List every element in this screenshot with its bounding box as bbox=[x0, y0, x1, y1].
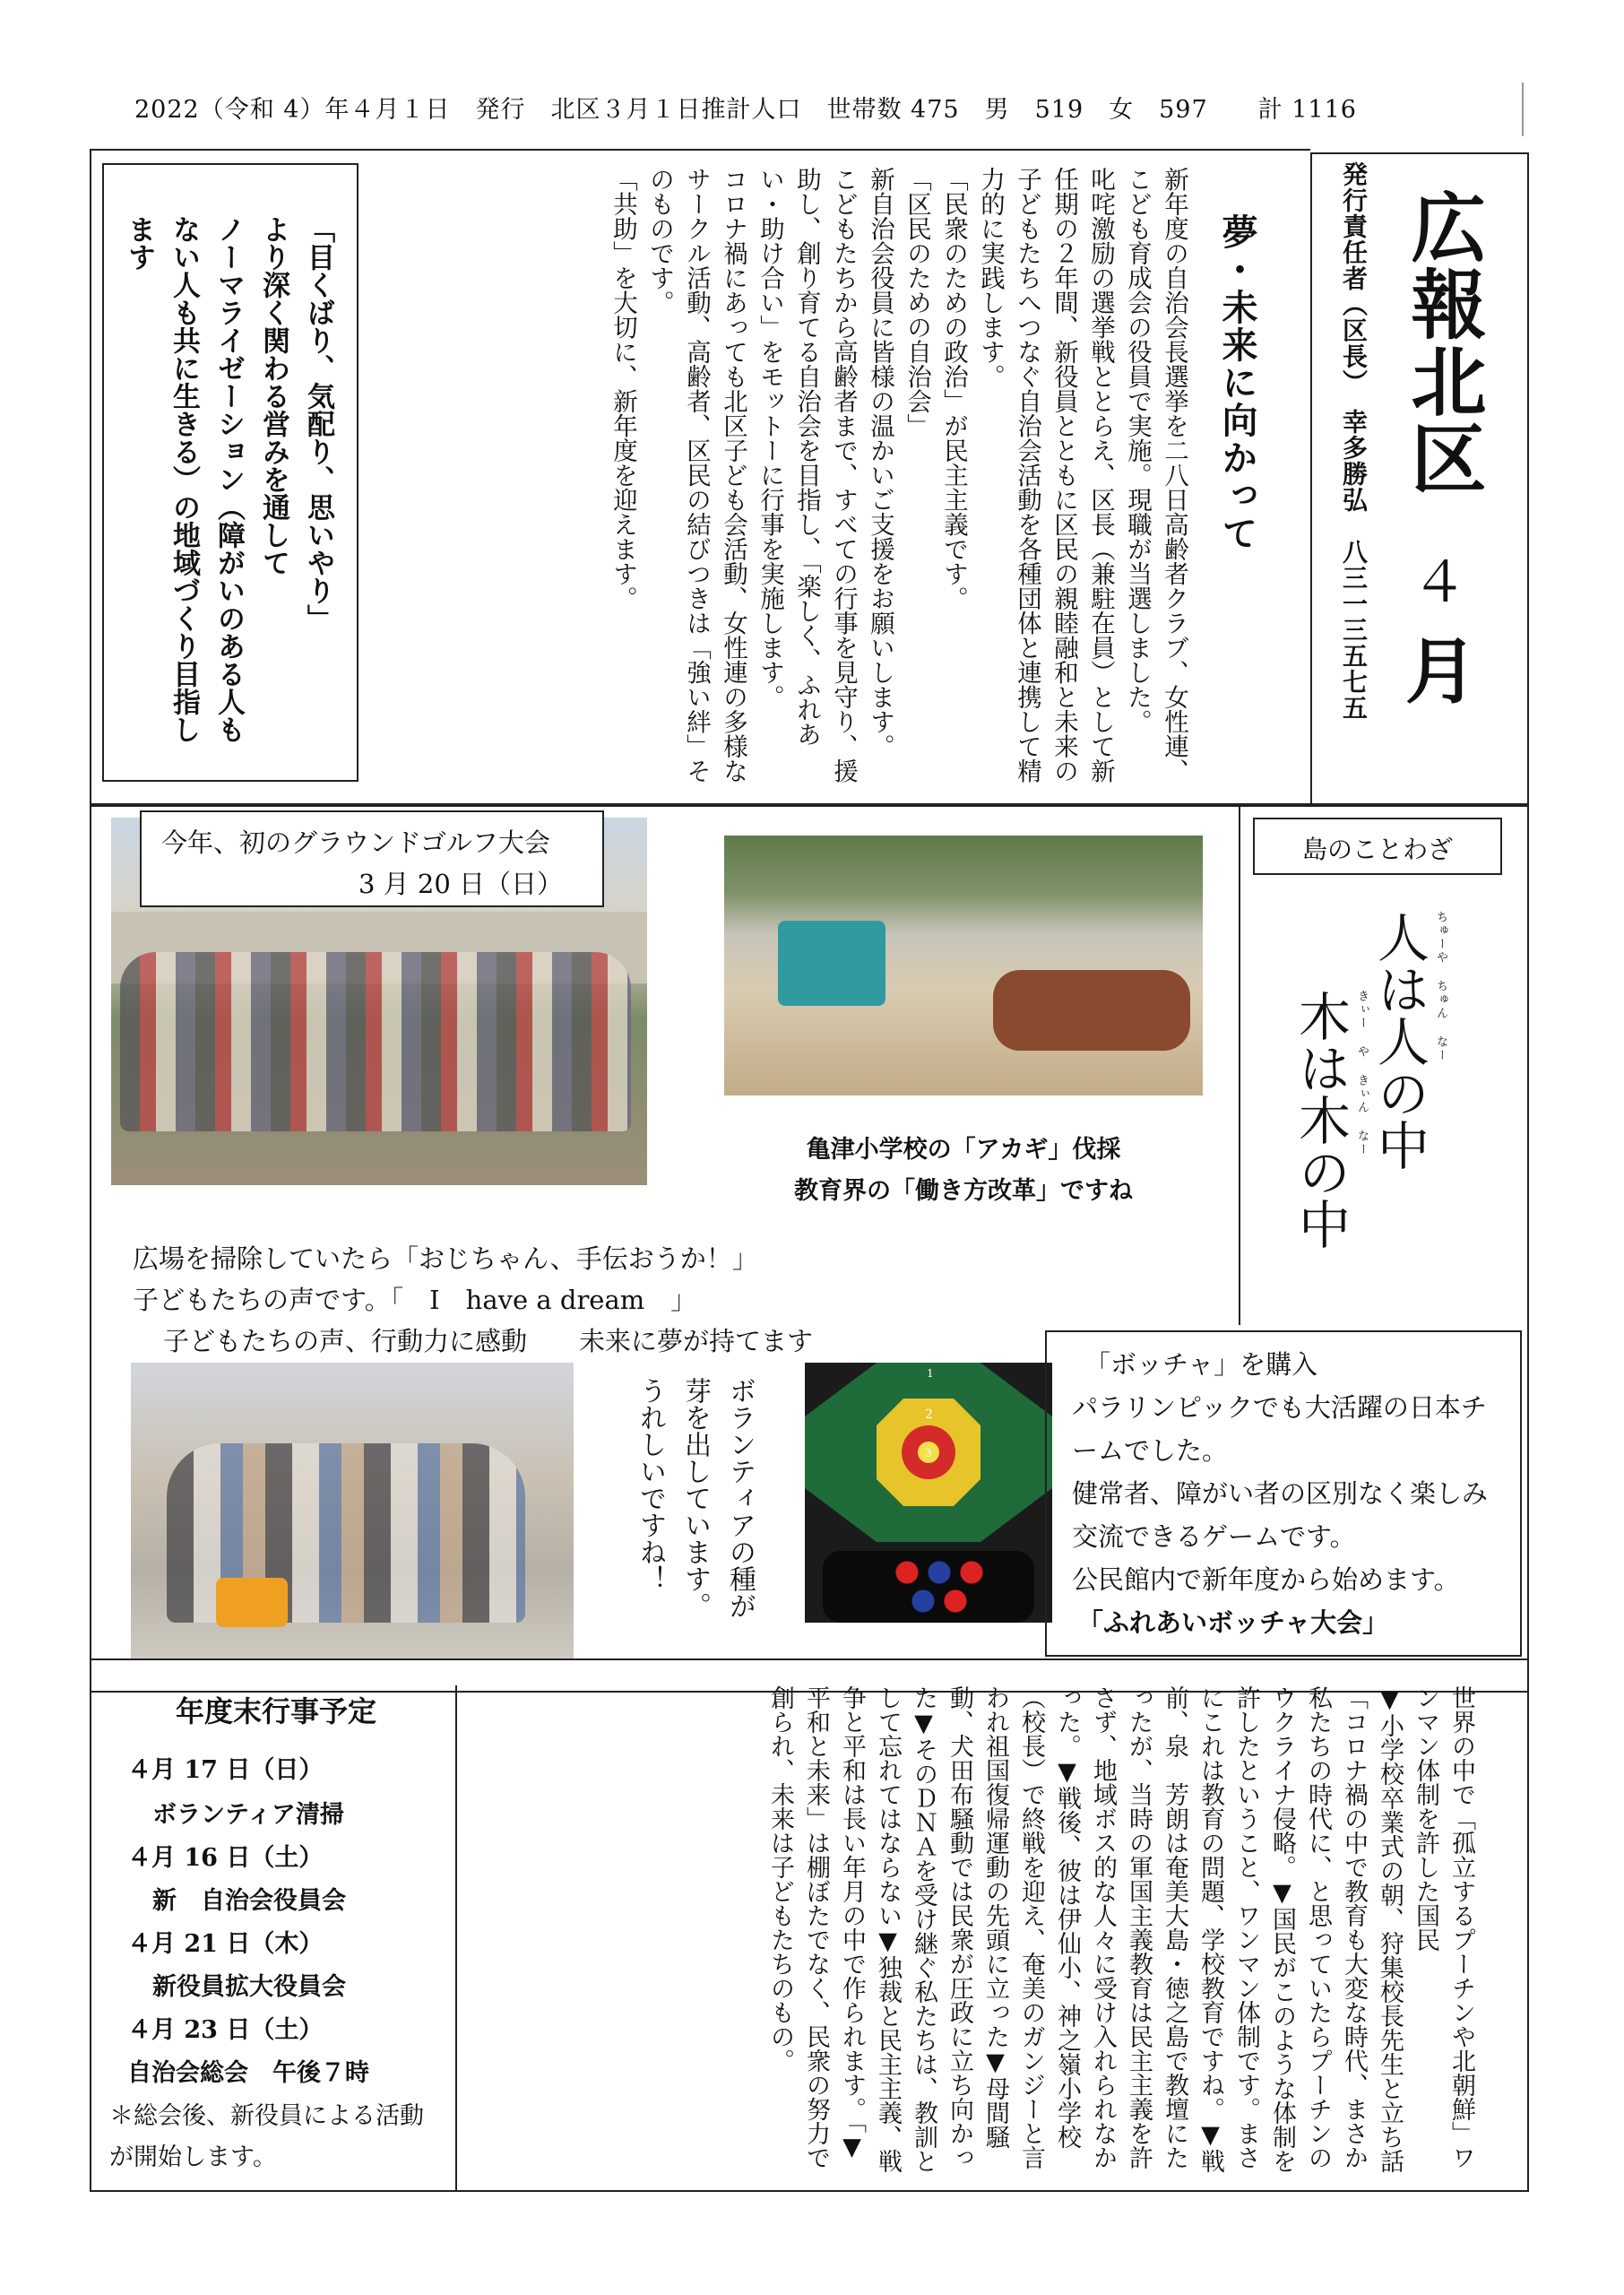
proverb-line2: 木は木の中 bbox=[1290, 990, 1351, 1250]
masthead-title: 広報北区 bbox=[1399, 188, 1487, 497]
ground-golf-caption-line1: 今年、初のグラウンドゴルフ大会 bbox=[161, 827, 550, 858]
column-body: 世界の中で「孤立するプーチンや北朝鮮」ワンマン体制を許した国民 ▼小学校卒業式の朝、狩集校長先生と立ち話「コロナ禍の中で教育も大変な時代、まさか私たちの時代に、と思っていたらプーチンのウクライナ侵略。▼国民がこのような体制を許したということ、ワンマン体制です。まさにこれは教育の問題、学校教育ですね。▼戦前、泉 芳朗は奄美大島・徳之島で教壇にたったが、当時の軍国主義教育は民主主義を許さず、地域ボス的な人々に受け入れられなかった。▼戦後、彼は伊仙小、神之嶺小学校（校長）で終戦を迎え、奄美のガンジーと言われ祖国復帰運動の先頭に立った▼母間騒動、犬田布騒動では民衆が圧政に立ち向かった▼そのＤＮＡを受け継ぐ私たちは、教訓として忘れてはならない▼独裁と民主主義、戦争と平和は長い年月の中で作られます。「▼平和と未来」は棚ぼたでなく、民衆の努力で創られ、未来は子どもたちのもの。 bbox=[766, 1685, 1475, 2173]
felled-logs-shape bbox=[993, 970, 1190, 1051]
proverb-ruby1: ちゅーや ちゅん なー bbox=[1434, 911, 1447, 1062]
header-rule bbox=[1522, 82, 1524, 136]
schedule-item-3-event: 自治会総会 午後７時 bbox=[127, 2059, 369, 2087]
mat-number-2: 2 bbox=[925, 1407, 933, 1422]
children-cleanup-photo bbox=[131, 1363, 574, 1660]
schedule-item-0-event: ボランティア清掃 bbox=[152, 1801, 344, 1829]
bottom-divider bbox=[455, 1685, 457, 2192]
schedule-item-3-date: ４月 23 日（土） bbox=[127, 2016, 324, 2044]
crowd-shape bbox=[120, 952, 631, 1131]
lead-heading: 夢・未来に向かって bbox=[1216, 213, 1257, 552]
cleanup-line1: 広場を掃除していたら「おじちゃん、手伝おうか！」 bbox=[133, 1243, 758, 1274]
boccia-balls bbox=[885, 1551, 993, 1623]
header-population-line: 2022（令和 4）年４月１日 発行 北区３月１日推計人口 世帯数 475 男 519 女 597 計 1116 bbox=[134, 96, 1357, 124]
schedule-title: 年度末行事予定 bbox=[176, 1694, 377, 1728]
tree-felling-caption-line2: 教育界の「働き方改革」ですね bbox=[794, 1177, 1133, 1205]
mat-number-3: 3 bbox=[925, 1447, 932, 1459]
mat-number-1: 1 bbox=[927, 1367, 934, 1380]
boccia-body: パラリンピックでも大活躍の日本チームでした。 健常者、障がい者の区別なく楽しみ交流できるゲームです。 公民館内で新年度から始めます。 bbox=[1072, 1392, 1489, 1595]
masthead-publisher: 発行責任者（区長） 幸多勝弘 八三一三五七五 bbox=[1339, 161, 1369, 721]
schedule-item-2-date: ４月 21 日（木） bbox=[127, 1930, 324, 1958]
schedule-item-1-date: ４月 16 日（土） bbox=[127, 1844, 324, 1872]
proverb-line1: 人は人の中 bbox=[1369, 911, 1430, 1171]
tree-felling-photo bbox=[724, 836, 1203, 1096]
ground-golf-caption-line2: 3 月 20 日（日） bbox=[358, 869, 564, 899]
cleanup-line3: 子どもたちの声、行動力に感動 未来に夢が持てます bbox=[163, 1326, 814, 1356]
volunteer-note: ボランティアの種が 芽を出しています。 うれしいですね！ bbox=[635, 1377, 756, 1619]
lead-body: 新年度の自治会長選挙を二八日高齢者クラブ、女性連、こども育成会の役員で実施。現職が当選しました。 叱咤激励の選挙戦ととらえ、区長（兼駐在員）として新任期の２年間、新役員とともに区民の親睦融和と未来の子どもたちへつなぐ自治会活動を各種団体と連携して精力的に実践します。 「民衆のための政治」が民主主義です。 「区民のための自治会」 新自治会役員に皆様の温かいご支援をお願いします。 こどもたちから高齢者まで、すべての行事を見守り、援助し、創り育てる自治会を目指し、「楽しく、ふれあい・助け合い」をモットーに行事を実施します。 コロナ禍にあっても北区子ども会活動、女性連の多様なサークル活動、高齢者、区民の結びつきは「強い絆」そのものです。 「共助」を大切に、新年度を迎えます。 bbox=[609, 167, 1188, 784]
boccia-title: 「ボッチャ」を購入 bbox=[1084, 1349, 1318, 1380]
boccia-target-mat bbox=[805, 1363, 1052, 1542]
proverb-label: 島のことわざ bbox=[1301, 835, 1453, 864]
boccia-target-photo bbox=[805, 1363, 1052, 1623]
cleanup-line2: 子どもたちの声です。「 I have a dream 」 bbox=[133, 1285, 697, 1315]
motto-text: 「目くばり、気配り、思いやり」 より深く関わる営みを通して ノーマライゼーション（障がいのある人もない人も共に生きる）の地域づくり目指します bbox=[123, 215, 334, 743]
boccia-event: 「ふれあいボッチャ大会」 bbox=[1077, 1607, 1389, 1638]
proverb-divider bbox=[1239, 805, 1240, 1325]
schedule-item-0-date: ４月 17 日（日） bbox=[127, 1756, 324, 1784]
dustpan-shape bbox=[216, 1578, 288, 1627]
schedule-note: ＊総会後、新役員による活動が開始します。 bbox=[109, 2102, 424, 2171]
schedule-item-1-event: 新 自治会役員会 bbox=[152, 1887, 346, 1915]
proverb-ruby2: きぃー や きぃん なー bbox=[1355, 990, 1369, 1156]
schedule-item-2-event: 新役員拡大役員会 bbox=[152, 1973, 346, 2001]
masthead-month: ４ bbox=[1412, 550, 1468, 615]
masthead-month-unit: 月 bbox=[1405, 630, 1477, 714]
tree-felling-caption-line1: 亀津小学校の「アカギ」伐採 bbox=[806, 1136, 1121, 1164]
excavator-shape bbox=[778, 921, 885, 1006]
